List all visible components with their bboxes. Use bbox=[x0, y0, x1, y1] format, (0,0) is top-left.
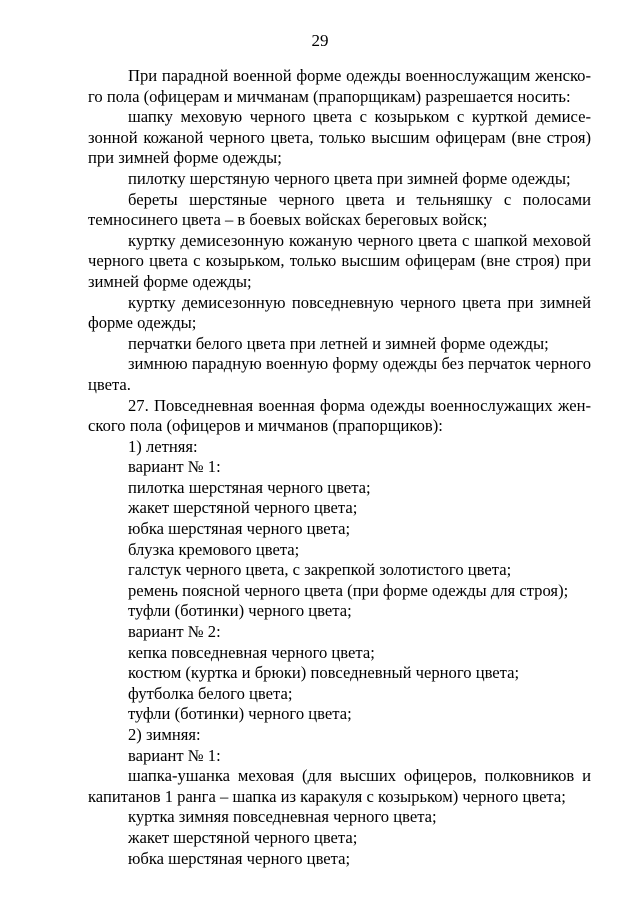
list-item: куртку демисезонную кожаную черного цвета с шапкой меховой черного цвета с козырьком, только высшим офицерам (вне строя) при зимней форме одежды; bbox=[88, 230, 591, 291]
list-item: зимнюю парадную военную форму одежды без перчаток черного цвета. bbox=[88, 354, 591, 394]
page-number: 29 bbox=[311, 31, 329, 50]
list-item: туфли (ботинки) черного цвета; bbox=[128, 601, 352, 621]
list-item: туфли (ботинки) черного цвета; bbox=[128, 704, 352, 724]
variant-heading: вариант № 1: bbox=[128, 745, 221, 765]
subsection-heading: 2) зимняя: bbox=[128, 725, 201, 744]
list-item: галстук черного цвета, с закрепкой золотистого цвета; bbox=[128, 560, 512, 580]
list-item: жакет шерстяной черного цвета; bbox=[128, 498, 358, 518]
list-item: пилотку шерстяную черного цвета при зимней форме одежды; bbox=[128, 168, 571, 188]
list-item: куртка зимняя повседневная черного цвета; bbox=[128, 807, 437, 827]
variant-heading: вариант № 2: bbox=[128, 622, 221, 642]
list-item: ремень поясной черного цвета (при форме одежды для строя); bbox=[128, 580, 569, 600]
variant-heading: вариант № 1: bbox=[128, 457, 221, 477]
section-paragraph: 27. Повседневная военная форма одежды военнослужащих женского пола (офицеров и мичманов (прапорщиков): bbox=[88, 395, 591, 436]
subsection-heading: 1) летняя: bbox=[128, 436, 198, 456]
list-item: жакет шерстяной черного цвета; bbox=[128, 827, 358, 847]
list-item: юбка шерстяная черного цвета; bbox=[128, 519, 351, 539]
list-item: куртку демисезонную повседневную черного цвета при зимней форме одежды; bbox=[88, 292, 591, 333]
list-item: костюм (куртка и брюки) повседневный черного цвета; bbox=[128, 663, 520, 683]
list-item: кепка повседневная черного цвета; bbox=[128, 642, 375, 662]
list-item: футболка белого цвета; bbox=[128, 683, 293, 703]
list-item: перчатки белого цвета при летней и зимней форме одежды; bbox=[128, 333, 549, 353]
document-body bbox=[88, 66, 591, 869]
list-item: блузка кремового цвета; bbox=[128, 539, 300, 559]
list-item: шапка-ушанка меховая (для высших офицеров, полковников и капитанов 1 ранга – шапка из каракуля с козырьком) черного цвета; bbox=[88, 766, 591, 806]
paragraph: При парадной военной форме одежды военнослужащим женского пола (офицерам и мичманам (прапорщикам) разрешается носить: bbox=[88, 66, 591, 106]
list-item: пилотка шерстяная черного цвета; bbox=[128, 477, 371, 497]
list-item: юбка шерстяная черного цвета; bbox=[128, 848, 351, 868]
list-item: шапку меховую черного цвета с козырьком с курткой демисезонной кожаной черного цвета, только высшим офицерам (вне строя) при зимней форме одежды; bbox=[88, 107, 591, 168]
list-item: береты шерстяные черного цвета и тельняшку с полосами темносинего цвета – в боевых войсках береговых войск; bbox=[88, 189, 591, 230]
